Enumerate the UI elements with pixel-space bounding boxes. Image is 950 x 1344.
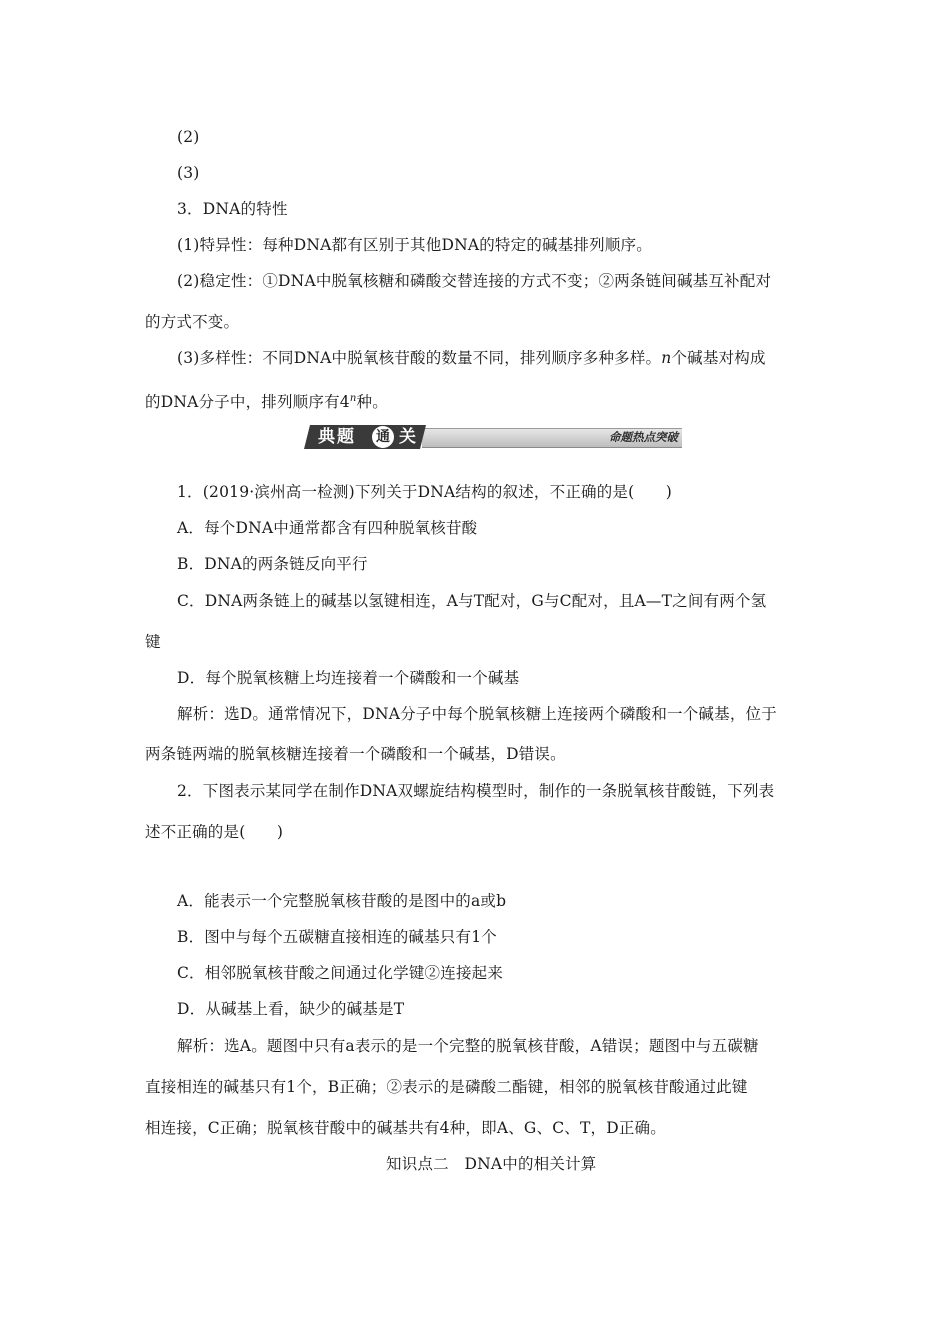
question-2-option-a: A．能表示一个完整脱氧核苷酸的是图中的a或b: [177, 892, 507, 910]
question-2-analysis-line1: 解析：选A。题图中只有a表示的是一个完整的脱氧核苷酸，A错误；题图中与五碳糖: [177, 1037, 759, 1055]
banner-title-right: 关: [399, 427, 416, 447]
question-2-stem-line2: 述不正确的是( ): [145, 823, 284, 841]
banner-title-circle: 通: [372, 426, 394, 448]
question-1-option-b: B．DNA的两条链反向平行: [177, 555, 368, 573]
question-2-analysis-line2: 直接相连的碱基只有1个，B正确；②表示的是磷酸二酯键，相邻的脱氧核苷酸通过此键: [145, 1078, 748, 1096]
section-title-knowledge-point-2: 知识点二 DNA中的相关计算: [386, 1155, 597, 1173]
question-2-option-b: B．图中与每个五碳糖直接相连的碱基只有1个: [177, 928, 497, 946]
paragraph-diversity-line2: 的DNA分子中，排列顺序有4$^n$种。: [145, 393, 388, 411]
banner-tag: 命题热点突破: [609, 430, 678, 444]
paragraph-diversity-line1: (3)多样性：不同DNA中脱氧核苷酸的数量不同，排列顺序多种多样。n个碱基对构成: [177, 349, 766, 367]
paragraph-specificity: (1)特异性：每种DNA都有区别于其他DNA的特定的碱基排列顺序。: [177, 236, 652, 254]
question-1-analysis-line1: 解析：选D。通常情况下，DNA分子中每个脱氧核糖上连接两个磷酸和一个碱基，位于: [177, 705, 777, 723]
question-2-analysis-line3: 相连接，C正确；脱氧核苷酸中的碱基共有4种，即A、G、C、T，D正确。: [145, 1119, 666, 1137]
list-item-3: (3): [177, 164, 200, 182]
question-1-analysis-line2: 两条链两端的脱氧核糖连接着一个磷酸和一个碱基，D错误。: [145, 745, 566, 763]
question-1-option-c-line2: 键: [145, 633, 161, 651]
question-2-option-c: C．相邻脱氧核苷酸之间通过化学键②连接起来: [177, 964, 504, 982]
banner-title-left: 典题: [318, 427, 356, 447]
question-1-option-c-line1: C．DNA两条链上的碱基以氢键相连，A与T配对，G与C配对，且A—T之间有两个氢: [177, 592, 767, 610]
paragraph-stability-line2: 的方式不变。: [145, 313, 240, 331]
section-banner: [304, 425, 682, 449]
list-item-2: (2): [177, 128, 200, 146]
question-2-option-d: D．从碱基上看，缺少的碱基是T: [177, 1000, 405, 1018]
section-heading-dna-properties: 3．DNA的特性: [177, 200, 288, 218]
paragraph-stability-line1: (2)稳定性：①DNA中脱氧核糖和磷酸交替连接的方式不变；②两条链间碱基互补配对: [177, 272, 772, 290]
question-2-stem-line1: 2．下图表示某同学在制作DNA双螺旋结构模型时，制作的一条脱氧核苷酸链，下列表: [177, 782, 775, 800]
question-1-option-a: A．每个DNA中通常都含有四种脱氧核苷酸: [177, 519, 478, 537]
question-1-stem: 1．(2019·滨州高一检测)下列关于DNA结构的叙述，不正确的是( ): [177, 483, 673, 501]
question-1-option-d: D．每个脱氧核糖上均连接着一个磷酸和一个碱基: [177, 669, 520, 687]
